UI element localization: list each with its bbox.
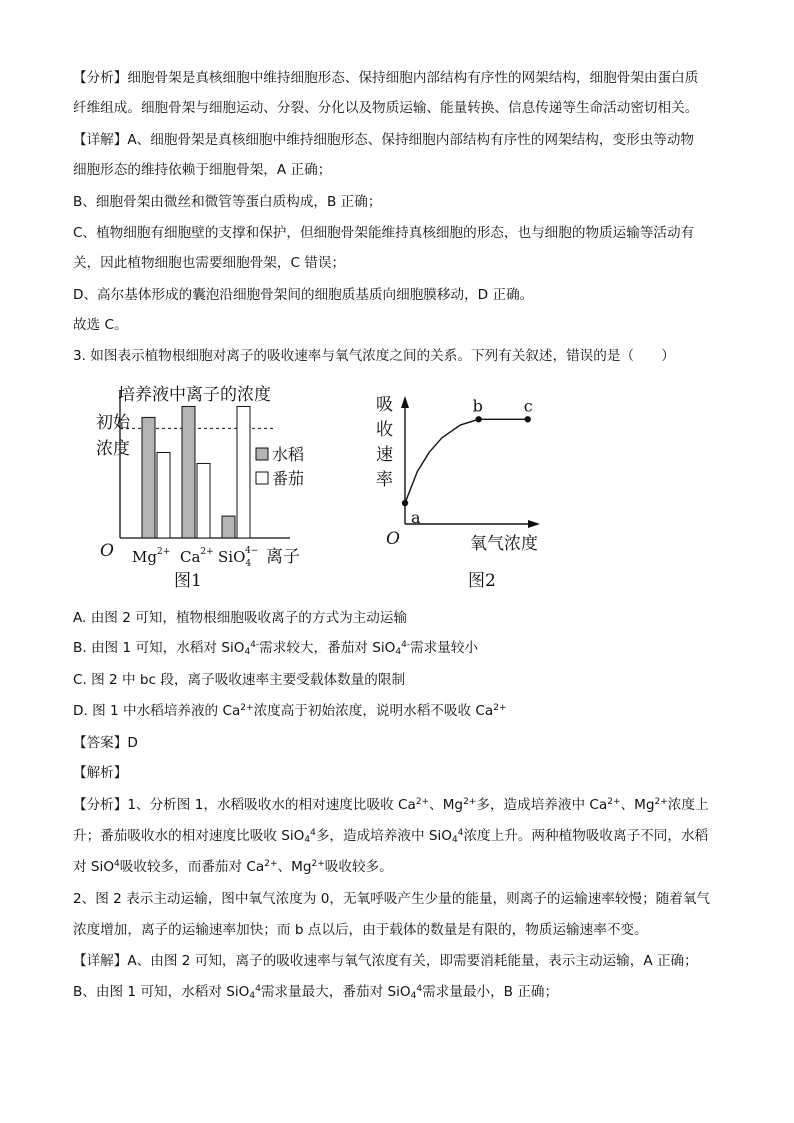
- fig2-point-label-b: b: [472, 396, 483, 416]
- explain-line-2: 升；番茄吸收水的相对速度比吸收 SiO$_4^4$多，造成培养液中 SiO$_4^4$浓度上升。两种植物吸收离子不同，水稻: [73, 828, 709, 845]
- fig2-point-b: [475, 416, 481, 422]
- fig1-bar-rice-1: [182, 406, 195, 538]
- fig2-point-c: [525, 416, 531, 422]
- fig2-x-arrow: [528, 520, 540, 528]
- fig1-xlabel: 离子: [266, 547, 300, 567]
- question-3-stem: 3. 如图表示植物根细胞对离子的吸收速率与氧气浓度之间的关系。下列有关叙述，错误的是（ ）: [73, 348, 675, 364]
- figure-2-line-chart: [368, 388, 563, 593]
- detail-line-2: 细胞形态的维持依赖于细胞骨架，A 正确；: [73, 162, 332, 178]
- analysis-line-1: 【分析】细胞骨架是真核细胞中维持细胞形态、保持细胞内部结构有序性的网架结构，细胞骨架由蛋白质: [73, 70, 699, 86]
- option-b: B. 由图 1 可知，水稻对 SiO$_4^{4-}$需求较大，番茄对 SiO$_4^{4-}$需求量较小: [73, 640, 479, 657]
- explain-line-5: 浓度增加，离子的运输速率加快；而 b 点以后，由于载体的数量是有限的，物质运输速率不变。: [73, 922, 648, 938]
- fig1-bar-tomato-0: [157, 452, 170, 538]
- analysis-line-2: 纤维组成。细胞骨架与细胞运动、分裂、分化以及物质运输、能量转换、信息传递等生命活动密切相关。: [73, 100, 699, 116]
- fig2-origin: O: [386, 529, 400, 549]
- fig2-point-a: [402, 500, 408, 506]
- fig2-y-arrow: [401, 396, 409, 408]
- detail-b: B、由图 1 可知，水稻对 SiO$_4^4$需求量最大，番茄对 SiO$_4^4$需求量最小，B 正确；: [73, 984, 559, 1001]
- detail-a: 【详解】A、由图 2 可知，离子的吸收速率与氧气浓度有关，即需要消耗能量，表示主动运输，A 正确；: [73, 953, 698, 969]
- fig1-origin: O: [100, 541, 114, 561]
- explain-line-3: 对 SiO$^4$吸收较多，而番茄对 $Ca^{2+}$、$Mg^{2+}$吸收较多。: [73, 859, 393, 875]
- fig2-ylabel-2: 速: [376, 445, 393, 465]
- detail-line-5: 关，因此植物细胞也需要细胞骨架，C 错误；: [73, 255, 346, 271]
- fig1-bar-rice-0: [142, 417, 155, 538]
- legend-swatch-tomato: [256, 472, 268, 484]
- fig2-ylabel-0: 吸: [376, 395, 393, 415]
- detail-line-4: C、植物细胞有细胞壁的支撑和保护，但细胞骨架能维持真核细胞的形态，也与细胞的物质运输等活动有: [73, 225, 695, 241]
- fig2-ylabel-1: 收: [376, 420, 393, 440]
- fig1-cat-mg: $Mg^{2+}$: [132, 547, 171, 566]
- option-a: A. 由图 2 可知，植物根细胞吸收离子的方式为主动运输: [73, 610, 408, 626]
- explain-line-4: 2、图 2 表示主动运输，图中氧气浓度为 0，无氧呼吸产生少量的能量，则离子的运输速率较慢；随着氧气: [73, 891, 711, 907]
- figure-1-bar-chart: [88, 380, 328, 595]
- fig2-point-label-a: a: [411, 508, 421, 528]
- detail-line-3: B、细胞骨架由微丝和微管等蛋白质构成，B 正确；: [73, 194, 382, 210]
- detail-line-6: D、高尔基体形成的囊泡沿细胞骨架间的细胞质基质向细胞膜移动，D 正确。: [73, 287, 534, 303]
- answer-line: 【答案】D: [73, 735, 138, 751]
- fig1-cat-si: SiO$_4$4−: [218, 546, 259, 569]
- fig1-cat-ca: $Ca^{2+}$: [180, 547, 214, 566]
- fig1-bar-tomato-2: [237, 406, 250, 538]
- legend-swatch-rice: [256, 448, 268, 460]
- option-d: D. 图 1 中水稻培养液的 $Ca^{2+}$浓度高于初始浓度，说明水稻不吸收 $Ca^{2+}$: [73, 703, 507, 719]
- fig2-xlabel: 氧气浓度: [470, 534, 538, 554]
- fig1-caption: 图1: [174, 571, 202, 591]
- legend-label-rice: 水稻: [272, 445, 305, 464]
- explain-line-1: 【分析】1、分析图 1，水稻吸收水的相对速度比吸收 $Ca^{2+}$、$Mg^{2+}$多，造成培养液中 $Ca^{2+}$、$Mg^{2+}$浓度上: [73, 797, 709, 813]
- fig1-title: 培养液中离子的浓度: [118, 385, 271, 405]
- fig1-ylabel-2: 浓度: [96, 439, 130, 459]
- legend-label-tomato: 番茄: [272, 469, 305, 488]
- conclusion-line: 故选 C。: [73, 317, 128, 333]
- fig1-bar-tomato-1: [197, 463, 210, 538]
- detail-line-1: 【详解】A、细胞骨架是真核细胞中维持细胞形态、保持细胞内部结构有序性的网架结构，变形虫等动物: [73, 132, 695, 148]
- option-c: C. 图 2 中 bc 段，离子吸收速率主要受载体数量的限制: [73, 672, 406, 688]
- fig2-curve: [405, 419, 528, 503]
- fig1-ylabel-1: 初始: [96, 413, 130, 433]
- fig1-bar-rice-2: [222, 516, 235, 538]
- fig2-caption: 图2: [468, 571, 496, 591]
- fig2-ylabel-3: 率: [376, 470, 393, 490]
- fig2-point-label-c: c: [523, 396, 533, 416]
- analysis-heading: 【解析】: [73, 765, 128, 781]
